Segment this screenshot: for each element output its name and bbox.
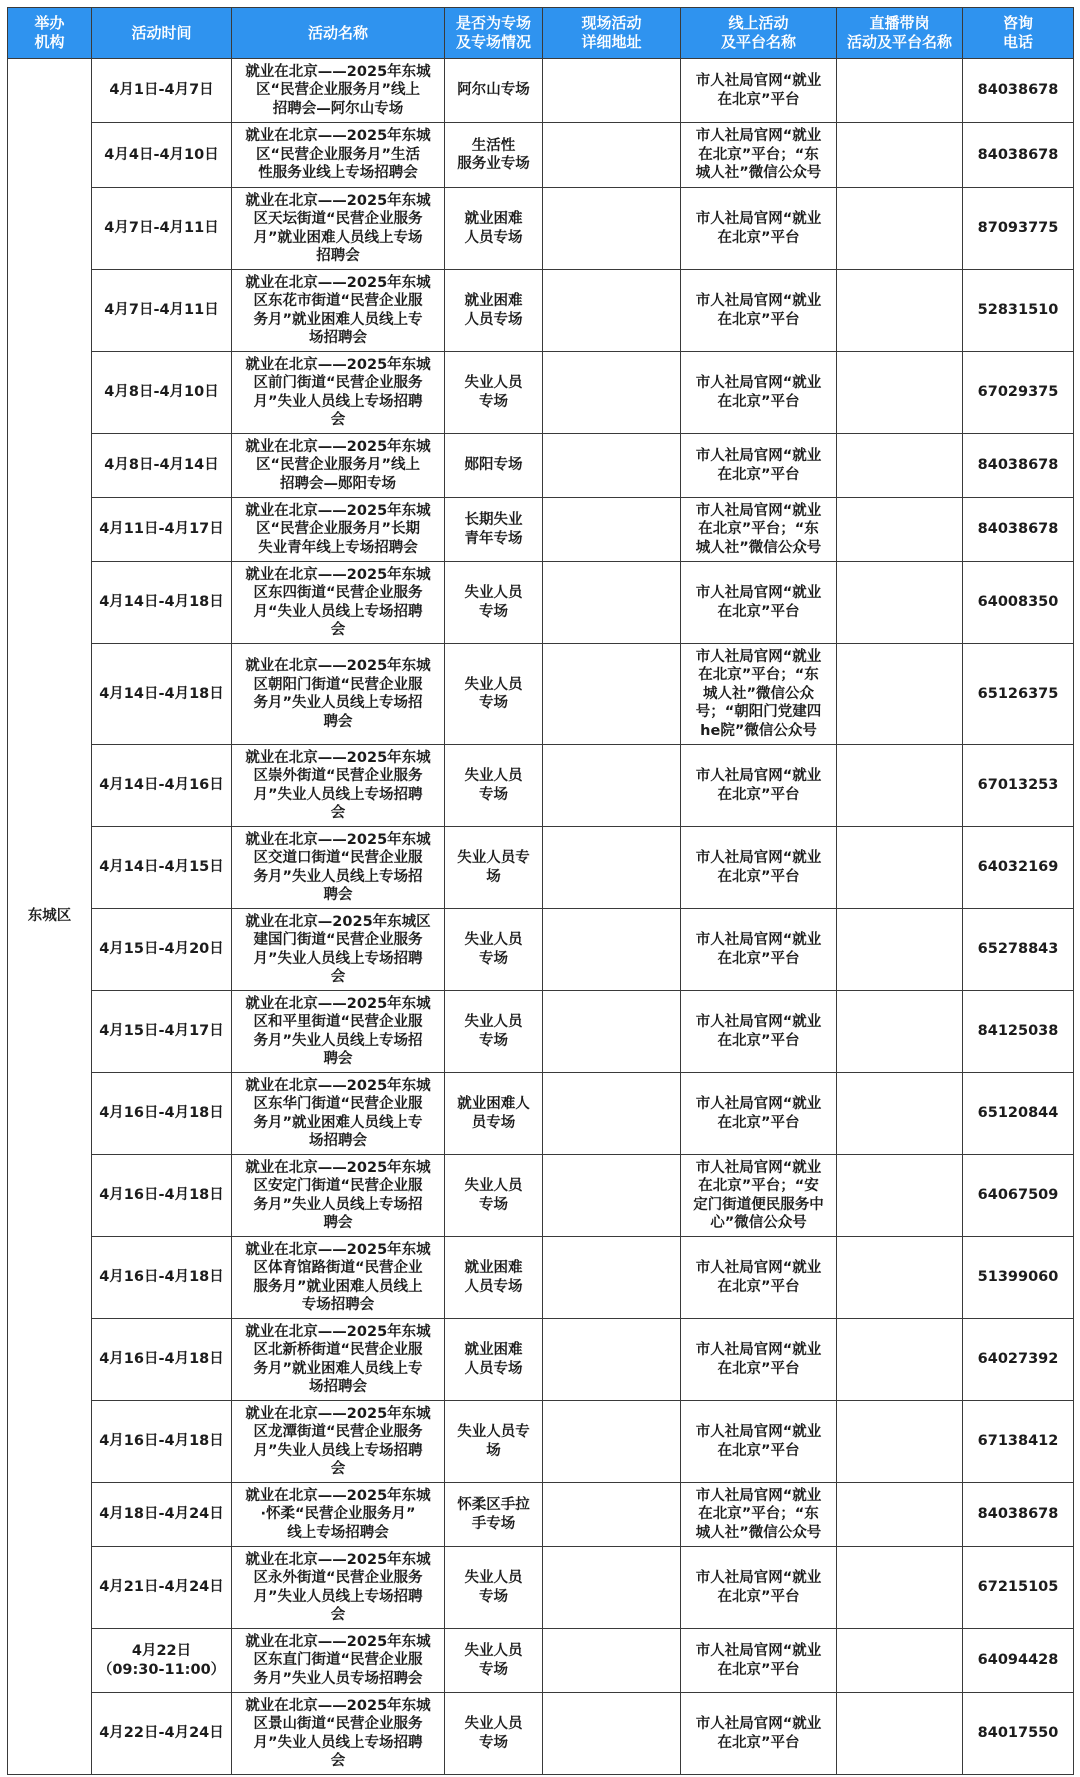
- event-online-platform-cell: 市人社局官网“就业 在北京”平台；“东 城人社”微信公众号: [681, 498, 837, 562]
- event-special-cell: 失业人员 专场: [445, 644, 543, 745]
- header-address: 现场活动 详细地址: [543, 8, 681, 59]
- event-online-platform-cell: 市人社局官网“就业 在北京”平台: [681, 270, 837, 352]
- table-row: [8, 59, 1074, 123]
- event-phone-cell: 65120844: [963, 1073, 1074, 1155]
- event-address-cell: [543, 498, 681, 562]
- header-name: 活动名称: [232, 8, 445, 59]
- event-name-cell: 就业在北京——2025年东城 区崇外街道“民营企业服务 月”失业人员线上专场招聘 会: [232, 745, 445, 827]
- event-online-platform-cell: 市人社局官网“就业 在北京”平台: [681, 1319, 837, 1401]
- event-phone-cell: 84038678: [963, 434, 1074, 498]
- event-phone-cell: 64008350: [963, 562, 1074, 644]
- event-special-cell: 失业人员 专场: [445, 352, 543, 434]
- table-row: [8, 1155, 1074, 1237]
- event-phone-cell: 84017550: [963, 1693, 1074, 1775]
- event-online-platform-cell: 市人社局官网“就业 在北京”平台: [681, 188, 837, 270]
- event-live-cell: [837, 352, 963, 434]
- table-row: [8, 1319, 1074, 1401]
- header-organizer: 举办 机构: [8, 8, 92, 59]
- table-row: [8, 1073, 1074, 1155]
- event-time-cell: 4月16日-4月18日: [92, 1401, 232, 1483]
- event-phone-cell: 65278843: [963, 909, 1074, 991]
- event-phone-cell: 67029375: [963, 352, 1074, 434]
- event-phone-cell: 67215105: [963, 1547, 1074, 1629]
- event-live-cell: [837, 1237, 963, 1319]
- events-table: [7, 7, 1074, 1775]
- event-special-cell: 生活性 服务业专场: [445, 123, 543, 188]
- event-address-cell: [543, 270, 681, 352]
- event-live-cell: [837, 1629, 963, 1693]
- event-special-cell: 长期失业 青年专场: [445, 498, 543, 562]
- event-phone-cell: 67138412: [963, 1401, 1074, 1483]
- event-name-cell: 就业在北京——2025年东城 区东华门街道“民营企业服 务月”就业困难人员线上专 场招聘会: [232, 1073, 445, 1155]
- event-special-cell: 怀柔区手拉 手专场: [445, 1483, 543, 1547]
- event-special-cell: 失业人员 专场: [445, 562, 543, 644]
- event-online-platform-cell: 市人社局官网“就业 在北京”平台: [681, 434, 837, 498]
- event-live-cell: [837, 123, 963, 188]
- event-special-cell: 失业人员 专场: [445, 1629, 543, 1693]
- event-address-cell: [543, 1629, 681, 1693]
- event-special-cell: 失业人员 专场: [445, 1155, 543, 1237]
- event-online-platform-cell: 市人社局官网“就业 在北京”平台；“东 城人社”微信公众号: [681, 1483, 837, 1547]
- event-online-platform-cell: 市人社局官网“就业 在北京”平台；“安 定门街道便民服务中 心”微信公众号: [681, 1155, 837, 1237]
- event-phone-cell: 64094428: [963, 1629, 1074, 1693]
- event-live-cell: [837, 434, 963, 498]
- header-time: 活动时间: [92, 8, 232, 59]
- event-special-cell: 阿尔山专场: [445, 59, 543, 123]
- event-special-cell: 失业人员专 场: [445, 827, 543, 909]
- event-name-cell: 就业在北京——2025年东城 区龙潭街道“民营企业服务 月”失业人员线上专场招聘 会: [232, 1401, 445, 1483]
- event-name-cell: 就业在北京——2025年东城 区东四街道“民营企业服务 月“失业人员线上专场招聘 会: [232, 562, 445, 644]
- event-time-cell: 4月14日-4月18日: [92, 562, 232, 644]
- event-name-cell: 就业在北京——2025年东城 区天坛街道“民营企业服务 月”就业困难人员线上专场 招聘会: [232, 188, 445, 270]
- table-row: [8, 123, 1074, 188]
- event-address-cell: [543, 827, 681, 909]
- event-address-cell: [543, 123, 681, 188]
- event-special-cell: 失业人员 专场: [445, 991, 543, 1073]
- table-row: [8, 745, 1074, 827]
- job-fair-schedule: [7, 7, 1073, 1775]
- event-time-cell: 4月16日-4月18日: [92, 1237, 232, 1319]
- event-name-cell: 就业在北京——2025年东城 区体育馆路街道“民营企业 服务月”就业困难人员线上 专场招聘会: [232, 1237, 445, 1319]
- table-row: [8, 991, 1074, 1073]
- event-live-cell: [837, 1401, 963, 1483]
- event-special-cell: 失业人员 专场: [445, 909, 543, 991]
- event-phone-cell: 87093775: [963, 188, 1074, 270]
- event-live-cell: [837, 1483, 963, 1547]
- table-row: [8, 1547, 1074, 1629]
- event-address-cell: [543, 745, 681, 827]
- event-address-cell: [543, 991, 681, 1073]
- event-name-cell: 就业在北京——2025年东城 区“民营企业服务月”线上 招聘会—阿尔山专场: [232, 59, 445, 123]
- event-name-cell: 就业在北京——2025年东城 区永外街道“民营企业服务 月”失业人员线上专场招聘 会: [232, 1547, 445, 1629]
- event-online-platform-cell: 市人社局官网“就业 在北京”平台: [681, 1401, 837, 1483]
- event-special-cell: 就业困难 人员专场: [445, 1319, 543, 1401]
- event-online-platform-cell: 市人社局官网“就业 在北京”平台: [681, 59, 837, 123]
- header-live: 直播带岗 活动及平台名称: [837, 8, 963, 59]
- event-address-cell: [543, 1693, 681, 1775]
- event-address-cell: [543, 59, 681, 123]
- event-name-cell: 就业在北京——2025年东城 区东花市街道“民营企业服 务月”就业困难人员线上专 场招聘会: [232, 270, 445, 352]
- event-special-cell: 就业困难人 员专场: [445, 1073, 543, 1155]
- event-name-cell: 就业在北京——2025年东城 区“民营企业服务月”线上 招聘会—郧阳专场: [232, 434, 445, 498]
- event-phone-cell: 64067509: [963, 1155, 1074, 1237]
- event-live-cell: [837, 188, 963, 270]
- event-time-cell: 4月7日-4月11日: [92, 188, 232, 270]
- event-name-cell: 就业在北京——2025年东城 区安定门街道“民营企业服 务月”失业人员线上专场招 聘会: [232, 1155, 445, 1237]
- table-row: [8, 188, 1074, 270]
- event-live-cell: [837, 1547, 963, 1629]
- table-row: [8, 1237, 1074, 1319]
- event-address-cell: [543, 1073, 681, 1155]
- event-special-cell: 就业困难 人员专场: [445, 188, 543, 270]
- event-special-cell: 失业人员专 场: [445, 1401, 543, 1483]
- event-special-cell: 失业人员 专场: [445, 1693, 543, 1775]
- event-time-cell: 4月14日-4月15日: [92, 827, 232, 909]
- event-time-cell: 4月7日-4月11日: [92, 270, 232, 352]
- event-time-cell: 4月16日-4月18日: [92, 1073, 232, 1155]
- event-address-cell: [543, 1401, 681, 1483]
- event-time-cell: 4月18日-4月24日: [92, 1483, 232, 1547]
- event-phone-cell: 51399060: [963, 1237, 1074, 1319]
- event-time-cell: 4月22日 （09:30-11:00）: [92, 1629, 232, 1693]
- event-special-cell: 失业人员 专场: [445, 1547, 543, 1629]
- event-name-cell: 就业在北京——2025年东城 区朝阳门街道“民营企业服 务月”失业人员线上专场招 聘会: [232, 644, 445, 745]
- table-row: [8, 498, 1074, 562]
- event-time-cell: 4月21日-4月24日: [92, 1547, 232, 1629]
- event-phone-cell: 84038678: [963, 123, 1074, 188]
- event-time-cell: 4月16日-4月18日: [92, 1319, 232, 1401]
- event-online-platform-cell: 市人社局官网“就业 在北京”平台: [681, 1073, 837, 1155]
- table-row: [8, 1401, 1074, 1483]
- event-phone-cell: 65126375: [963, 644, 1074, 745]
- event-address-cell: [543, 909, 681, 991]
- event-online-platform-cell: 市人社局官网“就业 在北京”平台: [681, 1237, 837, 1319]
- event-time-cell: 4月15日-4月20日: [92, 909, 232, 991]
- event-time-cell: 4月22日-4月24日: [92, 1693, 232, 1775]
- table-row: [8, 1693, 1074, 1775]
- event-address-cell: [543, 1319, 681, 1401]
- event-time-cell: 4月8日-4月10日: [92, 352, 232, 434]
- table-row: [8, 352, 1074, 434]
- table-row: [8, 909, 1074, 991]
- event-phone-cell: 84038678: [963, 498, 1074, 562]
- event-online-platform-cell: 市人社局官网“就业 在北京”平台: [681, 352, 837, 434]
- event-online-platform-cell: 市人社局官网“就业 在北京”平台；“东 城人社”微信公众号: [681, 123, 837, 188]
- event-name-cell: 就业在北京——2025年东城 区前门街道“民营企业服务 月”失业人员线上专场招聘 会: [232, 352, 445, 434]
- event-name-cell: 就业在北京——2025年东城 区东直门街道“民营企业服 务月”失业人员专场招聘会: [232, 1629, 445, 1693]
- event-phone-cell: 84125038: [963, 991, 1074, 1073]
- event-phone-cell: 52831510: [963, 270, 1074, 352]
- event-address-cell: [543, 1237, 681, 1319]
- table-row: [8, 644, 1074, 745]
- event-online-platform-cell: 市人社局官网“就业 在北京”平台: [681, 1547, 837, 1629]
- event-online-platform-cell: 市人社局官网“就业 在北京”平台；“东 城人社”微信公众 号；“朝阳门党建四 he院”微信公众号: [681, 644, 837, 745]
- event-time-cell: 4月4日-4月10日: [92, 123, 232, 188]
- event-live-cell: [837, 644, 963, 745]
- event-time-cell: 4月11日-4月17日: [92, 498, 232, 562]
- event-phone-cell: 84038678: [963, 1483, 1074, 1547]
- event-live-cell: [837, 498, 963, 562]
- event-online-platform-cell: 市人社局官网“就业 在北京”平台: [681, 745, 837, 827]
- event-online-platform-cell: 市人社局官网“就业 在北京”平台: [681, 1629, 837, 1693]
- event-time-cell: 4月8日-4月14日: [92, 434, 232, 498]
- event-phone-cell: 84038678: [963, 59, 1074, 123]
- event-name-cell: 就业在北京——2025年东城 ·怀柔“民营企业服务月” 线上专场招聘会: [232, 1483, 445, 1547]
- table-body: [8, 59, 1074, 1775]
- event-live-cell: [837, 745, 963, 827]
- header-row: [8, 8, 1074, 59]
- event-live-cell: [837, 827, 963, 909]
- event-name-cell: 就业在北京——2025年东城 区北新桥街道“民营企业服 务月”就业困难人员线上专 场招聘会: [232, 1319, 445, 1401]
- event-phone-cell: 64027392: [963, 1319, 1074, 1401]
- event-address-cell: [543, 352, 681, 434]
- event-live-cell: [837, 909, 963, 991]
- event-live-cell: [837, 1155, 963, 1237]
- event-special-cell: 失业人员 专场: [445, 745, 543, 827]
- event-name-cell: 就业在北京——2025年东城 区和平里街道“民营企业服 务月”失业人员线上专场招 聘会: [232, 991, 445, 1073]
- event-special-cell: 就业困难 人员专场: [445, 1237, 543, 1319]
- event-time-cell: 4月1日-4月7日: [92, 59, 232, 123]
- header-special: 是否为专场 及专场情况: [445, 8, 543, 59]
- event-online-platform-cell: 市人社局官网“就业 在北京”平台: [681, 1693, 837, 1775]
- header-phone: 咨询 电话: [963, 8, 1074, 59]
- header-online: 线上活动 及平台名称: [681, 8, 837, 59]
- event-phone-cell: 64032169: [963, 827, 1074, 909]
- event-live-cell: [837, 270, 963, 352]
- event-time-cell: 4月16日-4月18日: [92, 1155, 232, 1237]
- event-special-cell: 郧阳专场: [445, 434, 543, 498]
- event-phone-cell: 67013253: [963, 745, 1074, 827]
- event-name-cell: 就业在北京—2025年东城区 建国门街道“民营企业服务 月”失业人员线上专场招聘 会: [232, 909, 445, 991]
- event-address-cell: [543, 434, 681, 498]
- organizer-cell: 东城区: [8, 59, 92, 1775]
- event-address-cell: [543, 188, 681, 270]
- table-row: [8, 562, 1074, 644]
- table-row: [8, 270, 1074, 352]
- table-row: [8, 1629, 1074, 1693]
- event-address-cell: [543, 644, 681, 745]
- table-row: [8, 434, 1074, 498]
- event-time-cell: 4月15日-4月17日: [92, 991, 232, 1073]
- event-time-cell: 4月14日-4月18日: [92, 644, 232, 745]
- event-online-platform-cell: 市人社局官网“就业 在北京”平台: [681, 909, 837, 991]
- event-name-cell: 就业在北京——2025年东城 区“民营企业服务月”长期 失业青年线上专场招聘会: [232, 498, 445, 562]
- event-live-cell: [837, 1319, 963, 1401]
- event-name-cell: 就业在北京——2025年东城 区“民营企业服务月”生活 性服务业线上专场招聘会: [232, 123, 445, 188]
- event-address-cell: [543, 1547, 681, 1629]
- event-online-platform-cell: 市人社局官网“就业 在北京”平台: [681, 991, 837, 1073]
- event-address-cell: [543, 562, 681, 644]
- event-live-cell: [837, 1693, 963, 1775]
- event-name-cell: 就业在北京——2025年东城 区景山街道“民营企业服务 月”失业人员线上专场招聘 会: [232, 1693, 445, 1775]
- table-row: [8, 1483, 1074, 1547]
- event-special-cell: 就业困难 人员专场: [445, 270, 543, 352]
- event-online-platform-cell: 市人社局官网“就业 在北京”平台: [681, 827, 837, 909]
- event-live-cell: [837, 562, 963, 644]
- event-name-cell: 就业在北京——2025年东城 区交道口街道“民营企业服 务月”失业人员线上专场招 聘会: [232, 827, 445, 909]
- event-live-cell: [837, 59, 963, 123]
- event-time-cell: 4月14日-4月16日: [92, 745, 232, 827]
- event-online-platform-cell: 市人社局官网“就业 在北京”平台: [681, 562, 837, 644]
- event-address-cell: [543, 1155, 681, 1237]
- event-address-cell: [543, 1483, 681, 1547]
- event-live-cell: [837, 991, 963, 1073]
- table-row: [8, 827, 1074, 909]
- event-live-cell: [837, 1073, 963, 1155]
